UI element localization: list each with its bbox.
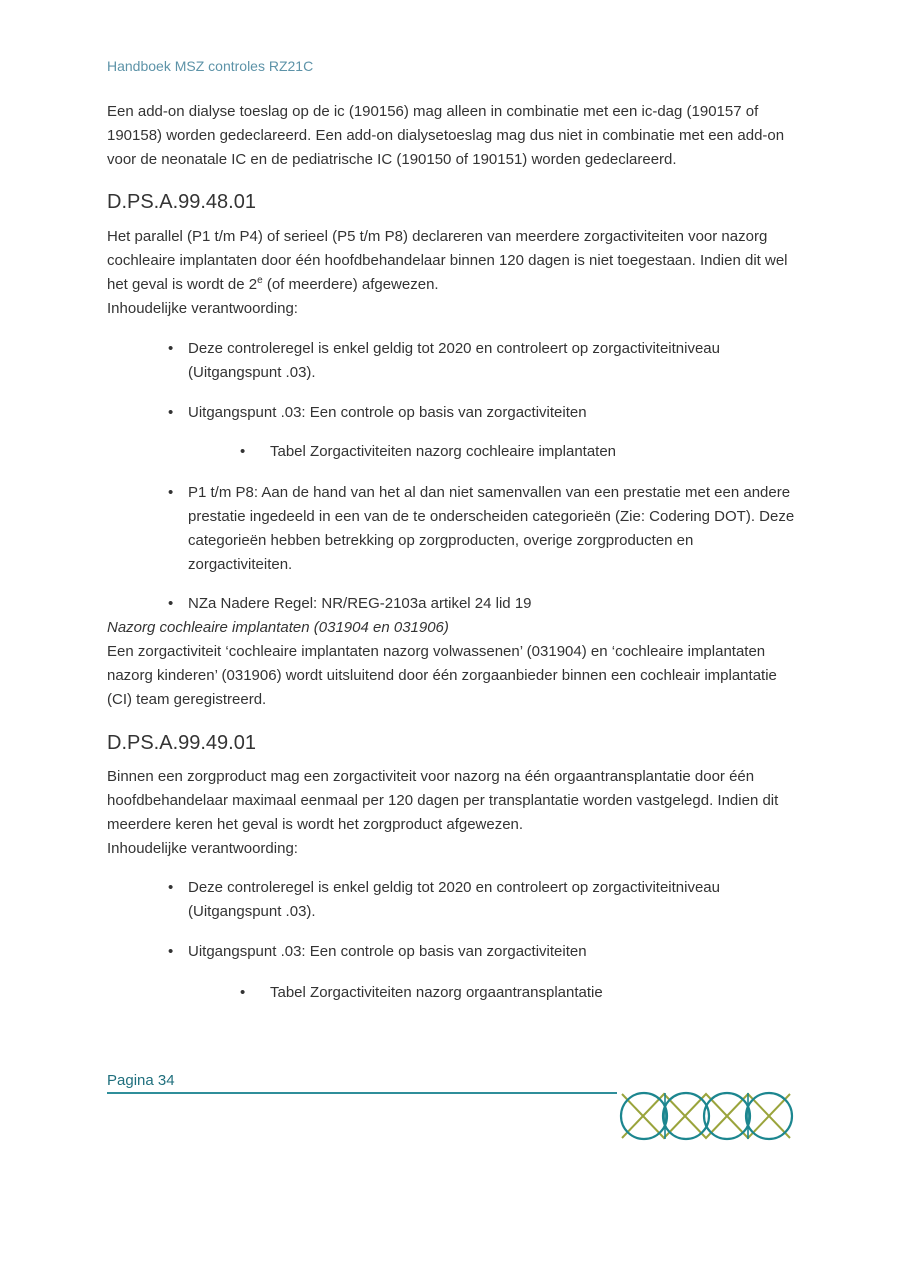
section-48-paragraph xyxy=(107,225,795,297)
bullet-icon: • xyxy=(240,984,246,1001)
list-item xyxy=(168,940,795,964)
list-item-text: Tabel Zorgactiviteiten nazorg cochleaire implantaten xyxy=(270,443,617,460)
list-item-text: Uitgangspunt .03: Een controle op basis van zorgactiviteiten xyxy=(188,943,587,960)
bullet-icon: • xyxy=(168,404,174,421)
list-item xyxy=(168,876,795,924)
nazorg-subsection-heading: Nazorg cochleaire implantaten (031904 en 031906) xyxy=(107,619,449,636)
list-item-text: NZa Nadere Regel: NR/REG-2103a artikel 24 lid 19 xyxy=(188,595,532,612)
bullet-icon: • xyxy=(240,443,246,460)
section-49-label: Inhoudelijke verantwoording: xyxy=(107,840,298,857)
footer-rule-row xyxy=(107,1091,795,1141)
section-49-bullet-list xyxy=(107,876,795,1005)
section-48-label: Inhoudelijke verantwoording: xyxy=(107,300,298,317)
section-49-paragraph: Binnen een zorgproduct mag een zorgactiviteit voor nazorg na één orgaantransplantatie door één hoofdbehandelaar maximaal eenmaal per 120 dagen per transplantatie worden vastgelegd. Indien dit meerdere keren het geval is wordt het zorgproduct afgewezen. xyxy=(107,768,779,833)
section-48-text-part1: Het parallel (P1 t/m P4) of serieel (P5 t/m P8) declareren van meerdere zorgactiviteiten voor nazorg cochleaire implantaten door één hoofdbehandelaar binnen 120 dagen is niet toegestaan. Indien dit wel het geval is wordt de 2 xyxy=(107,228,788,293)
page-number-label: Pagina 34 xyxy=(107,1072,175,1089)
list-item-text: Deze controleregel is enkel geldig tot 2020 en controleert op zorgactiviteitniveau (Uitgangspunt .03). xyxy=(188,340,720,381)
bullet-icon: • xyxy=(168,595,174,612)
list-item-text: Deze controleregel is enkel geldig tot 2020 en controleert op zorgactiviteitniveau (Uitgangspunt .03). xyxy=(188,879,720,920)
section-heading-48: D.PS.A.99.48.01 xyxy=(107,191,256,213)
document-header: Handboek MSZ controles RZ21C xyxy=(107,58,314,74)
list-item-text: P1 t/m P8: Aan de hand van het al dan niet samenvallen van een prestatie met een andere prestatie ingedeeld in een van de te onderscheiden categorieën (Zie: Codering DOT). Deze categorieën hebben betrekking op zorgproducten, overige zorgproducten en zorgactiviteiten. xyxy=(188,484,795,573)
bullet-icon: • xyxy=(168,484,174,501)
list-item-text: Tabel Zorgactiviteiten nazorg orgaantransplantatie xyxy=(270,984,603,1001)
nazorg-subsection-paragraph: Een zorgactiviteit ‘cochleaire implantaten nazorg volwassenen’ (031904) en ‘cochleaire implantaten nazorg kinderen’ (031906) wordt uitsluitend door één zorgaanbieder binnen een cochleair implantatie (CI) team geregistreerd. xyxy=(107,643,777,708)
list-item-sub xyxy=(240,440,795,464)
list-item-text: Uitgangspunt .03: Een controle op basis van zorgactiviteiten xyxy=(188,404,587,421)
bullet-icon: • xyxy=(168,340,174,357)
list-item xyxy=(168,592,795,616)
brand-weave-logo-icon xyxy=(617,1091,795,1141)
superscript-e: e xyxy=(257,275,263,286)
footer-divider xyxy=(107,1092,617,1094)
section-48-bullet-list xyxy=(107,337,795,616)
page-footer xyxy=(107,1071,795,1141)
section-heading-49: D.PS.A.99.49.01 xyxy=(107,732,256,754)
bullet-icon: • xyxy=(168,943,174,960)
list-item xyxy=(168,481,795,577)
intro-paragraph: Een add-on dialyse toeslag op de ic (190156) mag alleen in combinatie met een ic-dag (190157 of 190158) worden gedeclareerd. Een add-on dialysetoeslag mag dus niet in combinatie met een add-on voor de neonatale IC en de pediatrische IC (190150 of 190151) worden gedeclareerd. xyxy=(107,103,785,168)
bullet-icon: • xyxy=(168,879,174,896)
list-item xyxy=(168,337,795,385)
section-48-text-part2: (of meerdere) afgewezen. xyxy=(262,276,439,293)
list-item xyxy=(168,401,795,425)
list-item-sub xyxy=(240,981,795,1005)
